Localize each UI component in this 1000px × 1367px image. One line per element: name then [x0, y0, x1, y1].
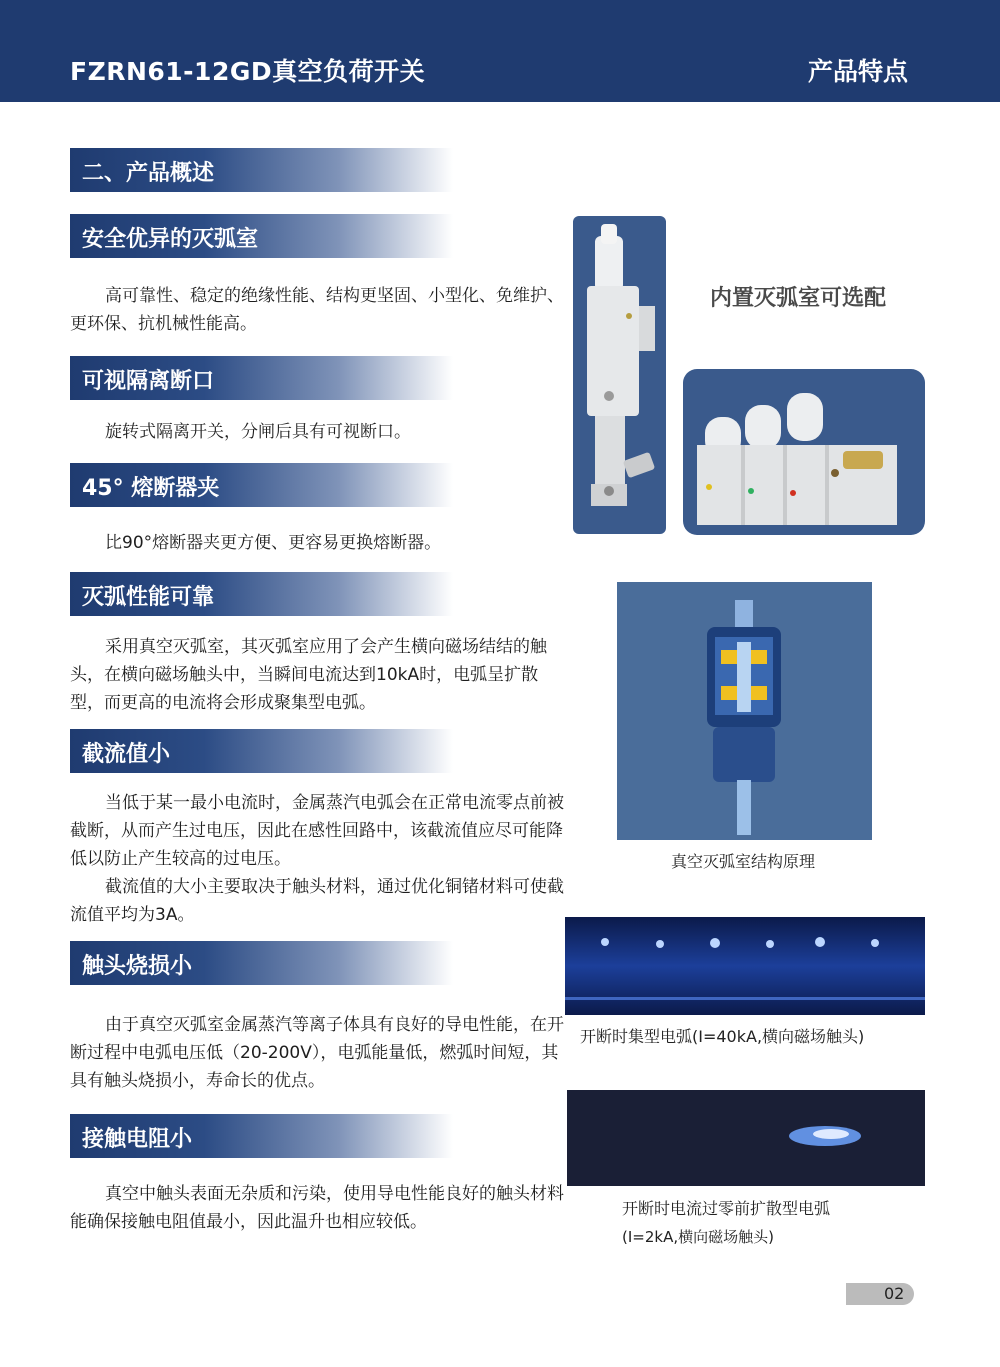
section-heading-text: 灭弧性能可靠 [82, 585, 215, 610]
switch-pole-photo [573, 216, 666, 534]
diffuse-arc-photo [567, 1090, 925, 1186]
section-text [70, 1180, 570, 1236]
arc1-caption: 开断时集型电弧(I=40kA,横向磁场触头) [580, 1027, 865, 1046]
builtin-caption: 内置灭弧室可选配 [710, 286, 887, 311]
section-heading-text: 触头烧损小 [82, 954, 193, 979]
overview-heading-text: 二、产品概述 [82, 161, 215, 186]
paragraph: 由于真空灭弧室金属蒸汽等离子体具有良好的导电性能，在开断过程中电弧电压低（20-200V），电弧能量低，燃弧时间短，其具有触头烧损小，寿命长的优点。 [70, 1015, 564, 1091]
section-heading [70, 214, 453, 258]
arc-glow-illustration [565, 917, 925, 1015]
paragraph: 截流值的大小主要取决于触头材料，通过优化铜锗材料可使截流值平均为3A。 [70, 877, 564, 925]
section-text [70, 418, 570, 446]
three-pole-switch-photo [683, 369, 925, 535]
overview-heading [70, 148, 453, 192]
section-label: 产品特点 [807, 57, 908, 86]
interrupter-illustration [617, 582, 872, 840]
section-heading [70, 1114, 453, 1158]
page-number-badge [846, 1283, 914, 1305]
section-heading [70, 941, 453, 985]
section-heading [70, 572, 453, 616]
section-text [70, 1011, 570, 1095]
section-heading-text: 接触电阻小 [82, 1127, 193, 1152]
vacuum-interrupter-photo [617, 582, 872, 840]
section-text [70, 633, 570, 717]
section-heading [70, 729, 453, 773]
page-number: 02 [884, 1284, 905, 1303]
paragraph: 当低于某一最小电流时，金属蒸汽电弧会在正常电流零点前被截断，从而产生过电压，因此在感性回路中，该截流值应尽可能降低以防止产生较高的过电压。 [70, 793, 564, 869]
paragraph: 采用真空灭弧室，其灭弧室应用了会产生横向磁场结结的触头，在横向磁场触头中，当瞬间电流达到10kA时，电弧呈扩散型，而更高的电流将会形成聚集型电弧。 [70, 637, 547, 713]
section-heading-text: 截流值小 [82, 742, 171, 767]
section-text [70, 529, 570, 557]
paragraph: 旋转式隔离开关，分闸后具有可视断口。 [105, 422, 411, 442]
section-heading-text: 安全优异的灭弧室 [82, 227, 259, 252]
concentrated-arc-photo [565, 917, 925, 1015]
paragraph: 高可靠性、稳定的绝缘性能、结构更坚固、小型化、免维护、更环保、抗机械性能高。 [70, 286, 564, 334]
three-pole-illustration [683, 369, 925, 535]
section-heading [70, 463, 453, 507]
paragraph: 真空中触头表面无杂质和污染，使用导电性能良好的触头材料能确保接触电阻值最小，因此温升也相应较低。 [70, 1184, 564, 1232]
product-title: FZRN61-12GD真空负荷开关 [70, 57, 426, 86]
paragraph: 比90°熔断器夹更方便、更容易更换熔断器。 [105, 533, 442, 553]
page-header [0, 0, 1000, 102]
section-heading-text: 45° 熔断器夹 [82, 476, 220, 501]
section-text [70, 282, 570, 338]
switch-pole-illustration [573, 216, 666, 534]
arc2-caption-line2: (I=2kA,横向磁场触头) [622, 1228, 774, 1246]
section-heading-text: 可视隔离断口 [82, 369, 215, 394]
section-heading [70, 356, 453, 400]
diffuse-arc-illustration [567, 1090, 925, 1186]
structure-caption: 真空灭弧室结构原理 [671, 852, 816, 871]
arc2-caption-line1: 开断时电流过零前扩散型电弧 [622, 1199, 831, 1218]
section-text [70, 789, 570, 929]
